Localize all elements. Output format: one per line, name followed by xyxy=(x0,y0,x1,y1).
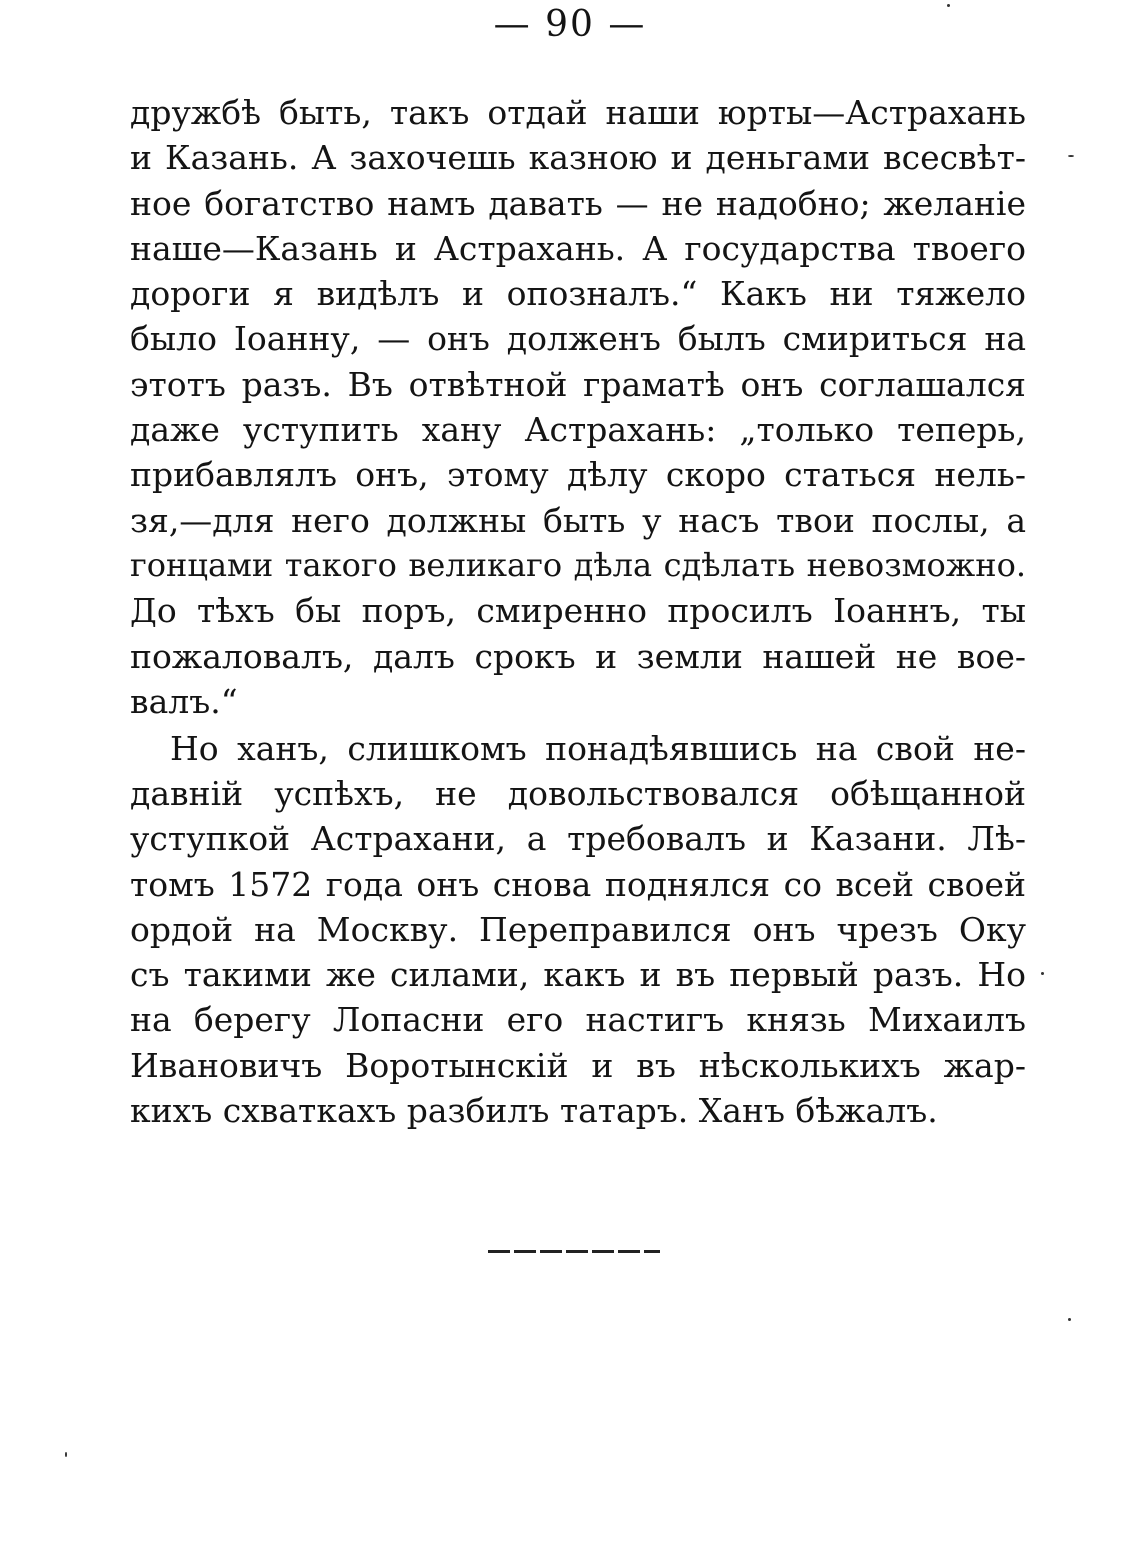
text-line: валъ.“ xyxy=(130,681,238,721)
print-speck xyxy=(1041,972,1044,975)
print-speck xyxy=(65,1452,67,1457)
text-line: дороги я видѣлъ и опозналъ.“ Какъ ни тяжело xyxy=(130,274,1026,314)
text-line: До тѣхъ бы поръ, смиренно просилъ Іоаннъ, ты xyxy=(130,591,1026,631)
text-line: этотъ разъ. Въ отвѣтной граматѣ онъ соглашался xyxy=(130,364,1026,404)
text-line: гонцами такого великаго дѣла сдѣлать невозможно. xyxy=(130,545,1026,584)
text-line: было Іоанну, — онъ долженъ былъ смириться на xyxy=(130,319,1026,359)
page-number: — 90 — xyxy=(493,4,647,45)
print-speck xyxy=(1068,155,1074,157)
text-line: томъ 1572 года онъ снова поднялся со всей своей xyxy=(130,864,1026,904)
text-line: наше—Казань и Астрахань. А государства твоего xyxy=(130,228,1026,268)
text-line: Ивановичъ Воротынскій и въ нѣсколькихъ жар- xyxy=(130,1045,1026,1085)
text-line: пожаловалъ, далъ срокъ и земли нашей не вое- xyxy=(130,636,1026,676)
text-line: съ такими же силами, какъ и въ первый разъ. Но xyxy=(130,955,1026,995)
text-line: ное богатство намъ давать — не надобно; желаніе xyxy=(130,183,1026,223)
text-line: даже уступить хану Астрахань: „только теперь, xyxy=(130,410,1026,450)
end-divider xyxy=(488,1250,660,1253)
text-line: уступкой Астрахани, а требовалъ и Казани. Лѣ- xyxy=(130,819,1026,859)
text-line: давній успѣхъ, не довольствовался обѣщанной xyxy=(130,773,1026,813)
text-line: Но ханъ, слишкомъ понадѣявшись на свой не- xyxy=(170,728,1026,768)
text-line: и Казань. А захочешь казною и деньгами всесвѣт- xyxy=(130,138,1026,178)
print-speck xyxy=(947,4,950,7)
paragraph-1 xyxy=(130,90,1026,724)
text-line: кихъ схваткахъ разбилъ татаръ. Ханъ бѣжалъ. xyxy=(130,1091,938,1131)
print-speck xyxy=(1068,1318,1071,1321)
text-line: дружбѣ быть, такъ отдай наши юрты—Астрахань xyxy=(130,93,1026,132)
body-text xyxy=(130,90,1026,1133)
text-line: на берегу Лопасни его настигъ князь Михаилъ xyxy=(130,1000,1026,1040)
text-line: зя,—для него должны быть у насъ твои послы, а xyxy=(130,500,1026,540)
text-line: прибавлялъ онъ, этому дѣлу скоро статься нель- xyxy=(130,455,1026,495)
text-line: ордой на Москву. Переправился онъ чрезъ Оку xyxy=(130,909,1026,949)
paragraph-2 xyxy=(130,726,1026,1134)
